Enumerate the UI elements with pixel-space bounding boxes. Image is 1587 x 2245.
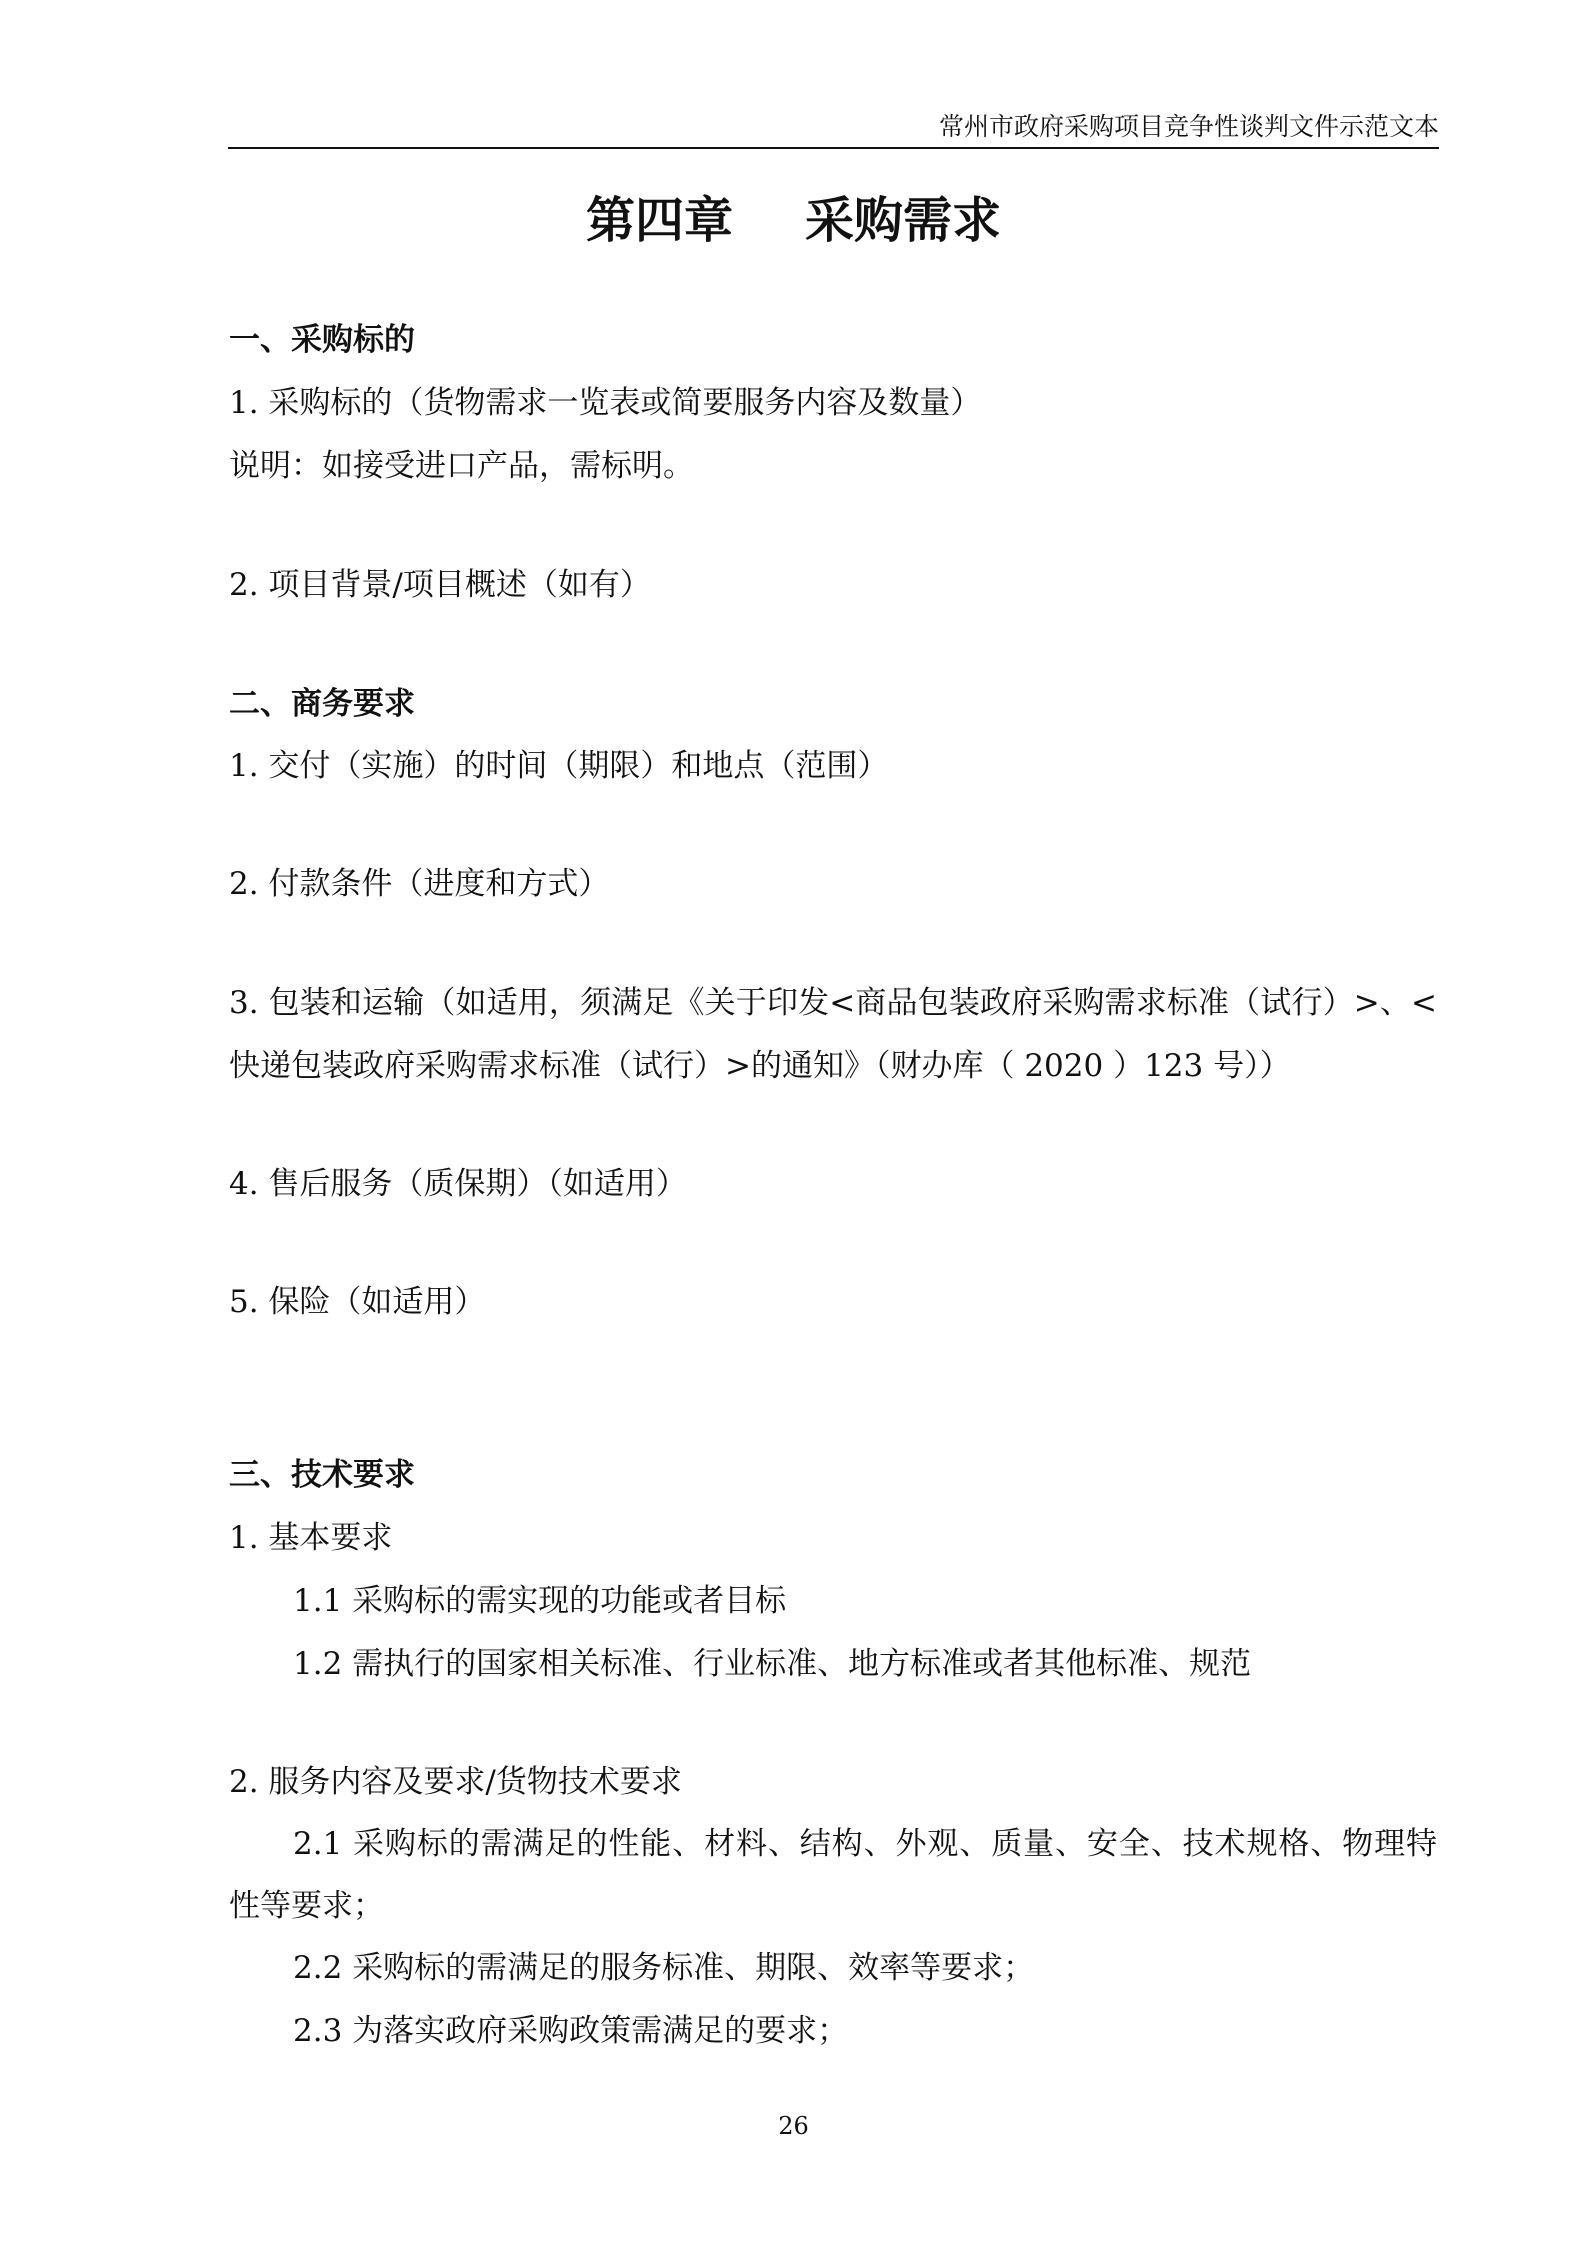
item-performance-requirements-line1: 2.1 采购标的需满足的性能、材料、结构、外观、质量、安全、技术规格、物理特 [293, 1826, 1437, 1862]
item-standards: 1.2 需执行的国家相关标准、行业标准、地方标准或者其他标准、规范 [293, 1646, 1252, 1682]
header-divider [228, 147, 1439, 149]
item-project-background: 2. 项目背景/项目概述（如有） [229, 567, 651, 603]
item-after-sales-service: 4. 售后服务（质保期）（如适用） [229, 1166, 687, 1202]
item-functions-goals: 1.1 采购标的需实现的功能或者目标 [293, 1583, 787, 1619]
item-packaging-transport-line1: 3. 包装和运输（如适用，须满足《关于印发<商品包装政府采购需求标准（试行）>、< [229, 985, 1437, 1021]
page-number: 26 [778, 2112, 809, 2140]
item-basic-requirements: 1. 基本要求 [229, 1520, 393, 1556]
item-procurement-subject: 1. 采购标的（货物需求一览表或简要服务内容及数量） [229, 385, 982, 421]
item-policy-requirements: 2.3 为落实政府采购政策需满足的要求； [293, 2013, 849, 2049]
item-packaging-transport-line2: 快递包装政府采购需求标准（试行）>的通知》（财办库（ 2020 ）123 号）） [229, 1048, 1291, 1084]
chapter-number: 第四章 [585, 191, 733, 249]
item-performance-requirements-line2: 性等要求； [229, 1888, 384, 1924]
section-heading-procurement-subject: 一、采购标的 [229, 322, 415, 358]
section-heading-business-requirements: 二、商务要求 [229, 686, 415, 722]
item-service-content-requirements: 2. 服务内容及要求/货物技术要求 [229, 1764, 682, 1800]
item-service-standards: 2.2 采购标的需满足的服务标准、期限、效率等要求； [293, 1950, 1035, 1986]
note-imported-products: 说明：如接受进口产品，需标明。 [229, 448, 694, 484]
section-heading-technical-requirements: 三、技术要求 [229, 1457, 415, 1493]
item-payment-terms: 2. 付款条件（进度和方式） [229, 866, 610, 902]
item-insurance: 5. 保险（如适用） [229, 1284, 486, 1320]
item-delivery-time-place: 1. 交付（实施）的时间（期限）和地点（范围） [229, 748, 889, 784]
chapter-title [0, 190, 1587, 250]
running-header: 常州市政府采购项目竞争性谈判文件示范文本 [938, 112, 1439, 141]
chapter-name: 采购需求 [805, 191, 1002, 249]
